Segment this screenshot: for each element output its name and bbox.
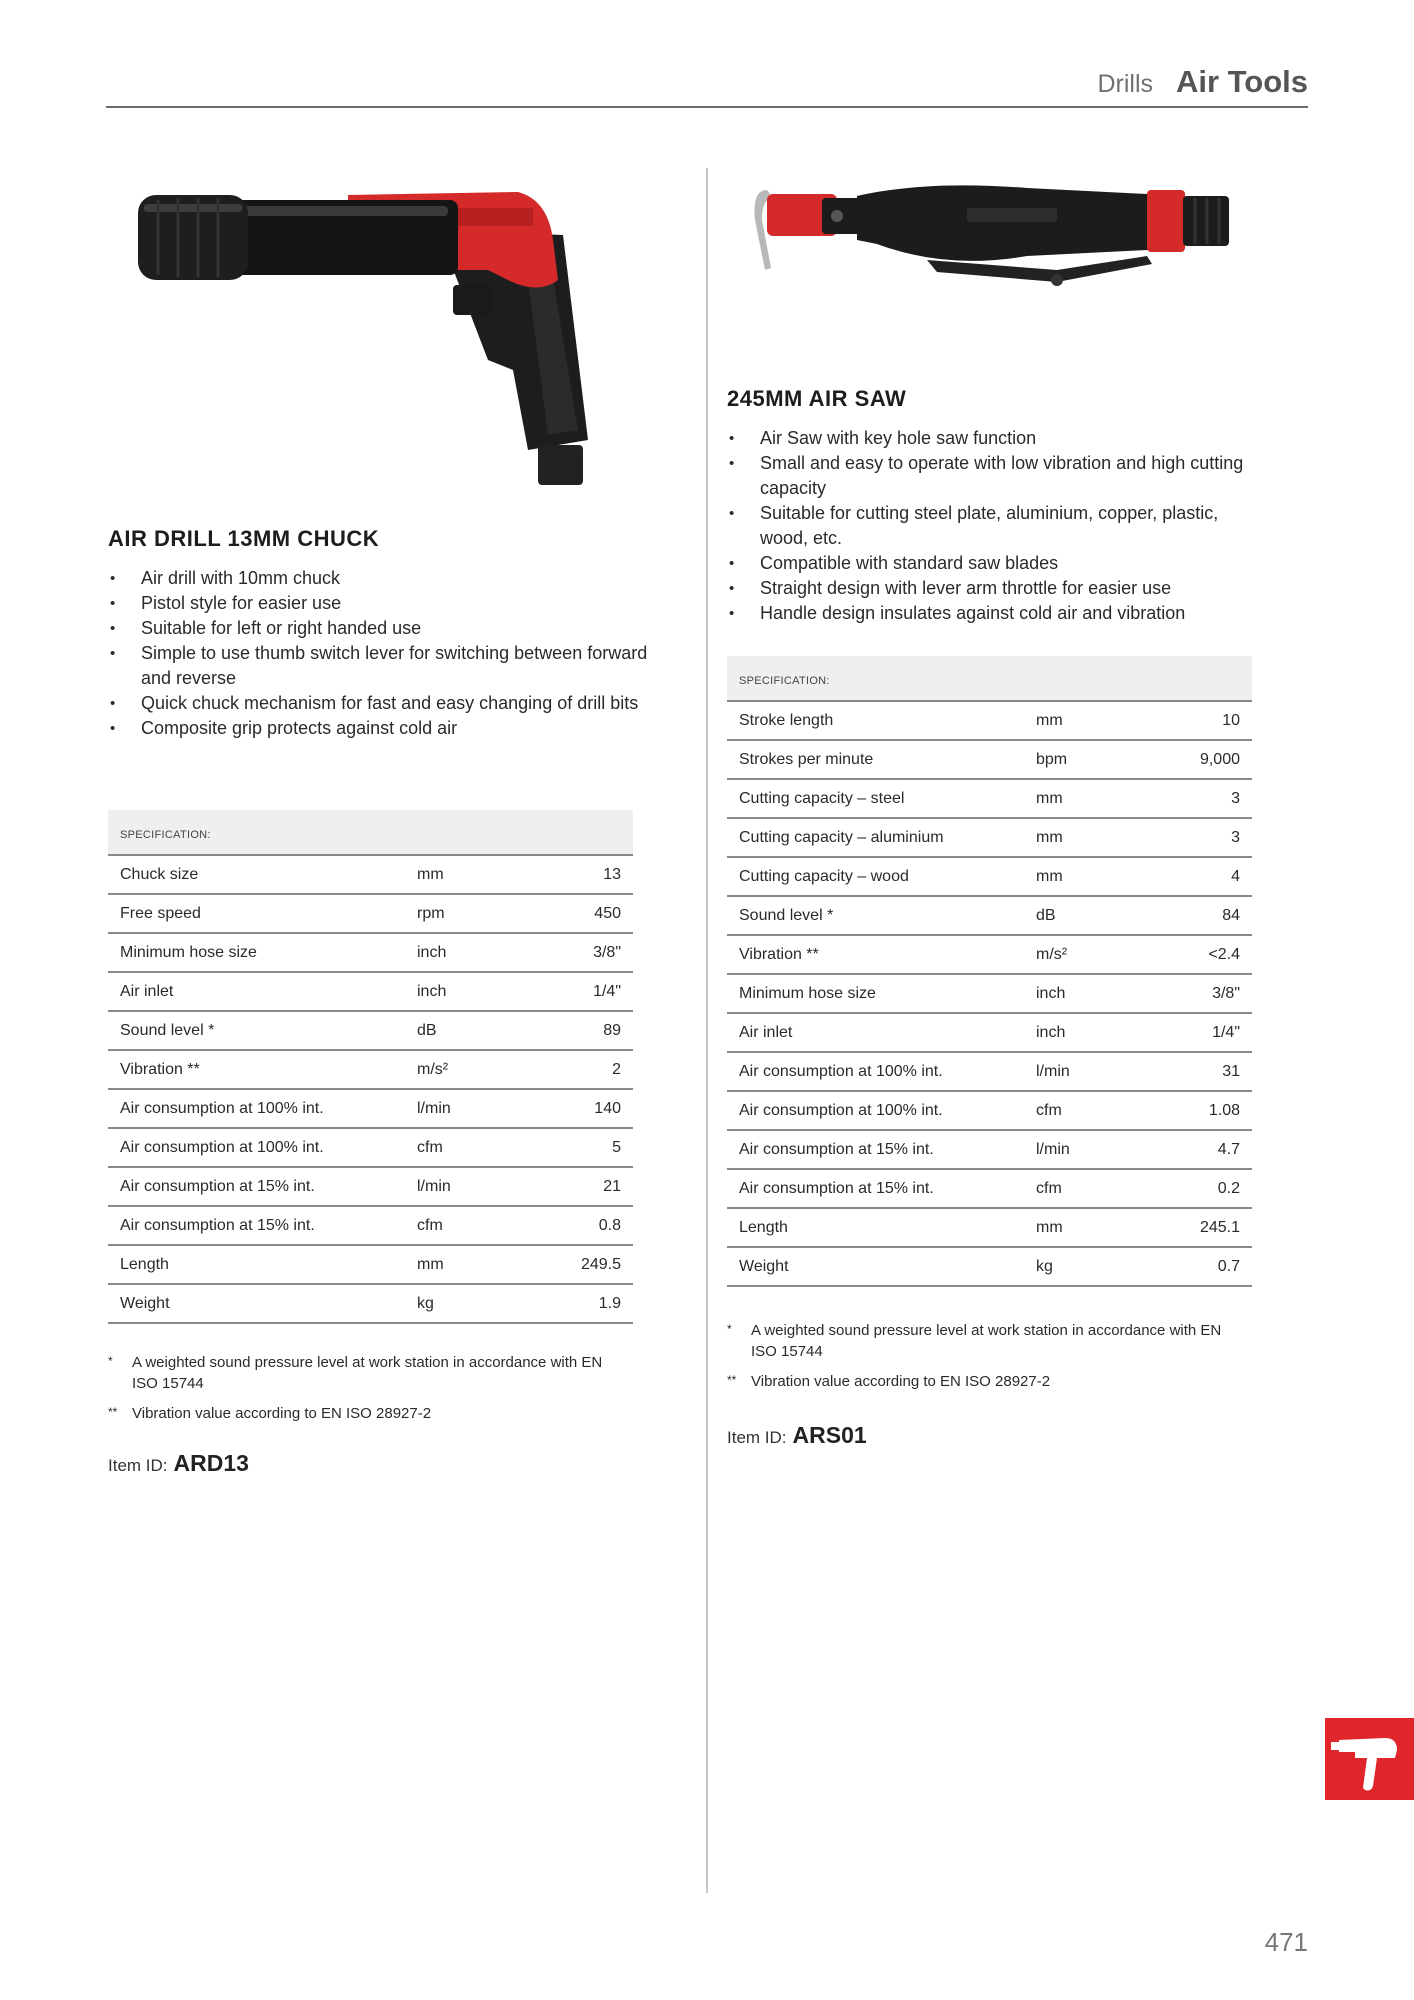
spec-value: <2.4 <box>1148 935 1252 974</box>
spec-unit: inch <box>1036 1013 1148 1052</box>
spec-unit: mm <box>1036 857 1148 896</box>
spec-unit: cfm <box>417 1206 529 1245</box>
feature-list <box>727 426 1267 626</box>
spec-value: 84 <box>1148 896 1252 935</box>
spec-label: Air consumption at 15% int. <box>727 1169 1036 1208</box>
spec-label: Air inlet <box>727 1013 1036 1052</box>
spec-unit: m/s² <box>417 1050 529 1089</box>
spec-unit: l/min <box>417 1167 529 1206</box>
spec-value: 3/8" <box>529 933 633 972</box>
spec-value: 4 <box>1148 857 1252 896</box>
product-title: 245MM AIR SAW <box>727 386 907 411</box>
spec-value: 1.9 <box>529 1284 633 1323</box>
spec-header: SPECIFICATION: <box>108 810 633 855</box>
product-air-saw <box>727 160 1267 1448</box>
spec-label: Sound level * <box>727 896 1036 935</box>
air-drill-image <box>108 160 668 500</box>
footnote <box>727 1371 1247 1392</box>
spec-unit: cfm <box>417 1128 529 1167</box>
spec-unit: mm <box>417 1245 529 1284</box>
footnote <box>108 1403 608 1424</box>
feature-item: • Quick chuck mechanism for fast and easy changing of drill bits <box>108 691 668 716</box>
table-row <box>727 974 1252 1013</box>
column-divider <box>706 168 708 1893</box>
header-category: Air Tools <box>1175 64 1308 99</box>
table-row <box>727 857 1252 896</box>
spec-value: 450 <box>529 894 633 933</box>
table-row <box>108 1167 633 1206</box>
spec-label: Sound level * <box>108 1011 417 1050</box>
spec-table <box>108 810 633 1324</box>
spec-unit: mm <box>1036 701 1148 740</box>
feature-item: • Handle design insulates against cold air and vibration <box>727 601 1267 626</box>
drill-illustration <box>108 160 668 500</box>
feature-item: • Pistol style for easier use <box>108 591 668 616</box>
table-row <box>108 972 633 1011</box>
spec-label: Air consumption at 100% int. <box>108 1089 417 1128</box>
spec-value: 0.2 <box>1148 1169 1252 1208</box>
spec-label: Air inlet <box>108 972 417 1011</box>
footnote-mark: * <box>727 1322 732 1336</box>
spec-unit: rpm <box>417 894 529 933</box>
table-row <box>108 1089 633 1128</box>
feature-item: • Small and easy to operate with low vibration and high cutting capacity <box>727 451 1267 501</box>
spec-label: Air consumption at 15% int. <box>108 1206 417 1245</box>
table-row <box>727 1130 1252 1169</box>
footnote-text: A weighted sound pressure level at work station in accordance with EN ISO 15744 <box>751 1322 1222 1360</box>
spec-label: Minimum hose size <box>727 974 1036 1013</box>
spec-label: Stroke length <box>727 701 1036 740</box>
feature-list <box>108 566 668 741</box>
footnote-text: Vibration value according to EN ISO 28927-2 <box>751 1373 1051 1390</box>
spec-unit: inch <box>1036 974 1148 1013</box>
table-row <box>108 1128 633 1167</box>
spec-value: 3 <box>1148 779 1252 818</box>
spec-unit: dB <box>417 1011 529 1050</box>
table-row <box>108 933 633 972</box>
spec-unit: mm <box>1036 1208 1148 1247</box>
table-row <box>727 779 1252 818</box>
item-id-label: Item ID: <box>108 1456 168 1475</box>
item-id <box>727 1422 867 1449</box>
spec-unit: mm <box>417 855 529 894</box>
spec-value: 89 <box>529 1011 633 1050</box>
spec-label: Length <box>108 1245 417 1284</box>
table-row <box>108 855 633 894</box>
spec-header: SPECIFICATION: <box>727 656 1252 701</box>
spec-label: Cutting capacity – aluminium <box>727 818 1036 857</box>
table-row <box>108 1050 633 1089</box>
table-row <box>727 1052 1252 1091</box>
table-row <box>727 1247 1252 1286</box>
spec-label: Air consumption at 100% int. <box>727 1052 1036 1091</box>
spec-label: Air consumption at 15% int. <box>108 1167 417 1206</box>
spec-value: 2 <box>529 1050 633 1089</box>
feature-item: • Air drill with 10mm chuck <box>108 566 668 591</box>
table-row <box>727 818 1252 857</box>
spec-unit: bpm <box>1036 740 1148 779</box>
spec-value: 9,000 <box>1148 740 1252 779</box>
table-row <box>108 1011 633 1050</box>
spec-label: Cutting capacity – wood <box>727 857 1036 896</box>
spec-value: 13 <box>529 855 633 894</box>
saw-illustration <box>727 160 1267 350</box>
spec-label: Free speed <box>108 894 417 933</box>
spec-label: Chuck size <box>108 855 417 894</box>
spec-unit: kg <box>417 1284 529 1323</box>
spec-label: Weight <box>108 1284 417 1323</box>
spec-value: 1/4" <box>1148 1013 1252 1052</box>
spec-label: Vibration ** <box>727 935 1036 974</box>
table-row <box>727 935 1252 974</box>
spec-unit: m/s² <box>1036 935 1148 974</box>
section-tab[interactable] <box>1325 1718 1414 1800</box>
spec-value: 5 <box>529 1128 633 1167</box>
spec-unit: cfm <box>1036 1091 1148 1130</box>
spec-label: Air consumption at 100% int. <box>108 1128 417 1167</box>
spec-label: Air consumption at 100% int. <box>727 1091 1036 1130</box>
spec-unit: kg <box>1036 1247 1148 1286</box>
spec-unit: dB <box>1036 896 1148 935</box>
feature-item: • Simple to use thumb switch lever for switching between forward and reverse <box>108 641 668 691</box>
spec-unit: cfm <box>1036 1169 1148 1208</box>
spec-table <box>727 656 1252 1287</box>
feature-item: • Suitable for left or right handed use <box>108 616 668 641</box>
table-row <box>727 1013 1252 1052</box>
item-id-label: Item ID: <box>727 1428 787 1447</box>
spec-value: 21 <box>529 1167 633 1206</box>
footnote <box>727 1320 1247 1362</box>
spec-value: 1.08 <box>1148 1091 1252 1130</box>
spec-value: 3 <box>1148 818 1252 857</box>
footnotes <box>108 1352 608 1433</box>
table-row <box>727 1208 1252 1247</box>
spec-value: 0.7 <box>1148 1247 1252 1286</box>
spec-label: Length <box>727 1208 1036 1247</box>
spec-value: 249.5 <box>529 1245 633 1284</box>
footnote-mark: ** <box>727 1373 737 1387</box>
spec-unit: inch <box>417 933 529 972</box>
header-section: Drills <box>1097 70 1153 98</box>
spec-value: 4.7 <box>1148 1130 1252 1169</box>
feature-item: • Straight design with lever arm throttle for easier use <box>727 576 1267 601</box>
air-saw-image <box>727 160 1267 350</box>
footnote-mark: ** <box>108 1405 118 1419</box>
spec-value: 3/8" <box>1148 974 1252 1013</box>
footnote-text: A weighted sound pressure level at work station in accordance with EN ISO 15744 <box>132 1354 603 1392</box>
spec-value: 140 <box>529 1089 633 1128</box>
spec-unit: inch <box>417 972 529 1011</box>
footnote-mark: * <box>108 1354 113 1368</box>
spec-value: 0.8 <box>529 1206 633 1245</box>
spec-unit: mm <box>1036 779 1148 818</box>
spec-value: 31 <box>1148 1052 1252 1091</box>
spec-unit: mm <box>1036 818 1148 857</box>
table-row <box>727 701 1252 740</box>
spec-value: 1/4" <box>529 972 633 1011</box>
spec-label: Vibration ** <box>108 1050 417 1089</box>
spec-label: Cutting capacity – steel <box>727 779 1036 818</box>
table-row <box>108 1206 633 1245</box>
spec-value: 10 <box>1148 701 1252 740</box>
item-id <box>108 1450 249 1477</box>
table-row <box>727 740 1252 779</box>
page-number: 471 <box>1264 1927 1308 1957</box>
feature-item: • Composite grip protects against cold air <box>108 716 668 741</box>
spec-unit: l/min <box>417 1089 529 1128</box>
product-air-drill <box>108 160 668 1476</box>
spec-label: Strokes per minute <box>727 740 1036 779</box>
footnotes <box>727 1320 1247 1401</box>
footnote-text: Vibration value according to EN ISO 28927-2 <box>132 1405 432 1422</box>
table-row <box>108 894 633 933</box>
table-row <box>727 1169 1252 1208</box>
spec-unit: l/min <box>1036 1130 1148 1169</box>
table-row <box>727 896 1252 935</box>
table-row <box>108 1284 633 1323</box>
page-header <box>106 60 1308 108</box>
table-row <box>727 1091 1252 1130</box>
feature-item: • Air Saw with key hole saw function <box>727 426 1267 451</box>
item-id-code: ARS01 <box>792 1422 867 1448</box>
feature-item: • Suitable for cutting steel plate, aluminium, copper, plastic, wood, etc. <box>727 501 1267 551</box>
spec-value: 245.1 <box>1148 1208 1252 1247</box>
spec-label: Weight <box>727 1247 1036 1286</box>
feature-item: • Compatible with standard saw blades <box>727 551 1267 576</box>
drill-icon <box>1325 1718 1414 1800</box>
product-title: AIR DRILL 13MM CHUCK <box>108 526 380 551</box>
spec-label: Minimum hose size <box>108 933 417 972</box>
spec-label: Air consumption at 15% int. <box>727 1130 1036 1169</box>
item-id-code: ARD13 <box>173 1450 249 1476</box>
spec-unit: l/min <box>1036 1052 1148 1091</box>
footnote <box>108 1352 608 1394</box>
table-row <box>108 1245 633 1284</box>
